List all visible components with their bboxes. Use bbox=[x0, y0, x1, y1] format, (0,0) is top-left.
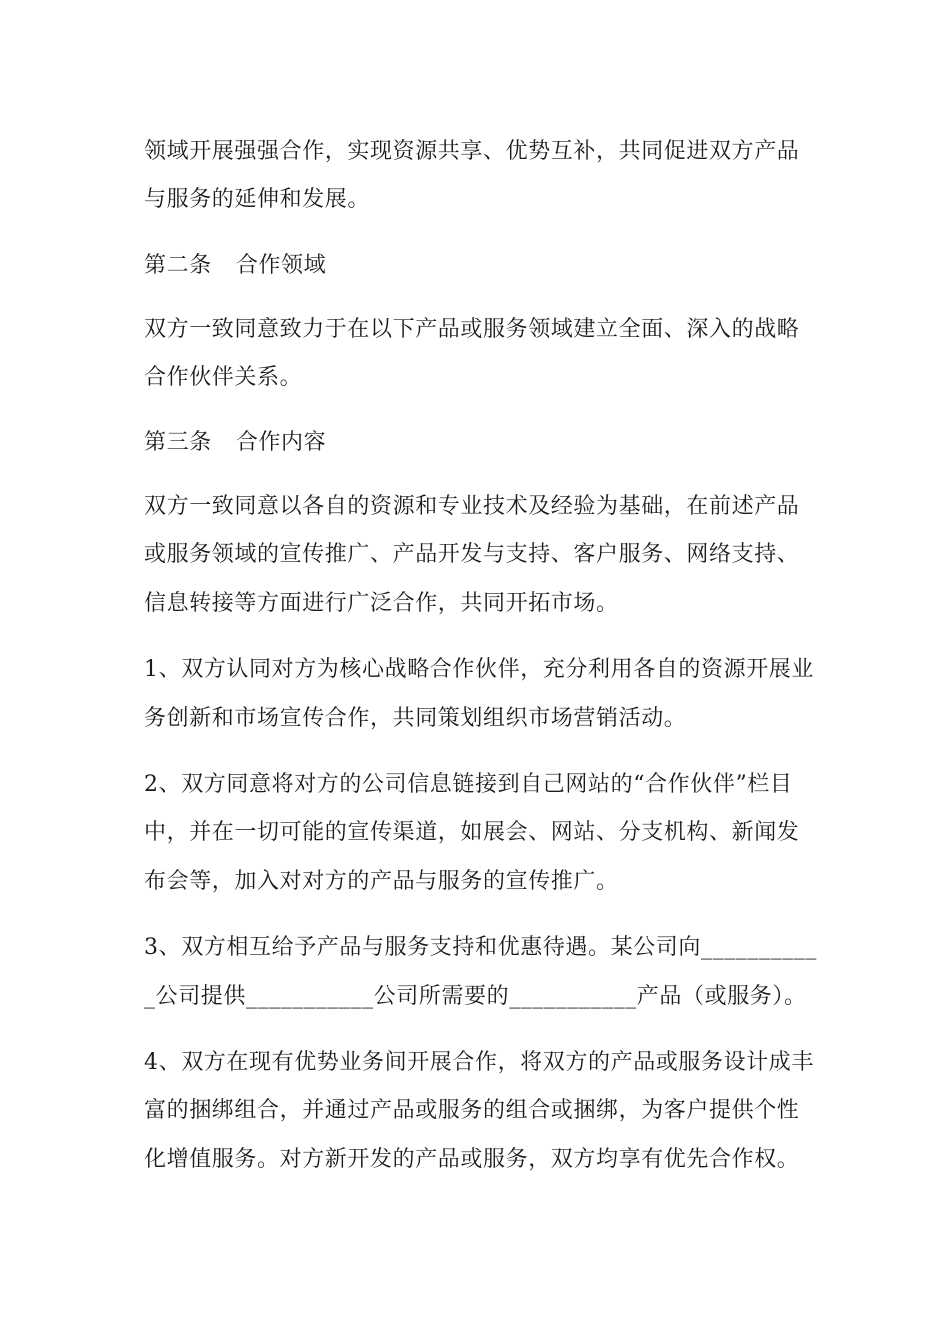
list-item-line: 务创新和市场宣传合作，共同策划组织市场营销活动。 bbox=[144, 706, 687, 731]
paragraph-line: 合作伙伴关系。 bbox=[144, 365, 303, 390]
article-title: 合作内容 bbox=[235, 430, 327, 455]
paragraph-line: 信息转接等方面进行广泛合作，共同开拓市场。 bbox=[144, 591, 619, 616]
list-item-line: _公司提供___________公司所需要的___________产品（或服务）。 bbox=[144, 984, 807, 1009]
paragraph-line: 领域开展强强合作，实现资源共享、优势互补，共同促进双方产品 bbox=[144, 139, 800, 164]
article-number: 第三条 bbox=[144, 430, 212, 455]
list-item-line: 富的捆绑组合，并通过产品或服务的组合或捆绑，为客户提供个性 bbox=[144, 1098, 800, 1123]
list-item-line: 布会等，加入对对方的产品与服务的宣传推广。 bbox=[144, 869, 619, 894]
list-item-line: 3、双方相互给予产品与服务支持和优惠待遇。某公司向__________ bbox=[144, 935, 817, 960]
list-item-line: 1、双方认同对方为核心战略合作伙伴，充分利用各自的资源开展业 bbox=[144, 657, 814, 682]
list-item-line: 化增值服务。对方新开发的产品或服务，双方均享有优先合作权。 bbox=[144, 1147, 800, 1172]
list-item-line: 中，并在一切可能的宣传渠道，如展会、网站、分支机构、新闻发 bbox=[144, 820, 800, 845]
article-number: 第二条 bbox=[144, 253, 212, 278]
list-item-line: 2、双方同意将对方的公司信息链接到自己网站的“合作伙伴”栏目 bbox=[144, 772, 793, 797]
paragraph-line: 双方一致同意致力于在以下产品或服务领域建立全面、深入的战略 bbox=[144, 317, 800, 342]
article-heading bbox=[144, 428, 326, 458]
list-item-line: 4、双方在现有优势业务间开展合作，将双方的产品或服务设计成丰 bbox=[144, 1050, 814, 1075]
paragraph-line: 双方一致同意以各自的资源和专业技术及经验为基础，在前述产品 bbox=[144, 494, 800, 519]
paragraph-line: 与服务的延伸和发展。 bbox=[144, 187, 371, 212]
paragraph-line: 或服务领域的宣传推广、产品开发与支持、客户服务、网络支持、 bbox=[144, 542, 800, 567]
article-title: 合作领域 bbox=[235, 253, 327, 278]
article-heading bbox=[144, 251, 326, 281]
